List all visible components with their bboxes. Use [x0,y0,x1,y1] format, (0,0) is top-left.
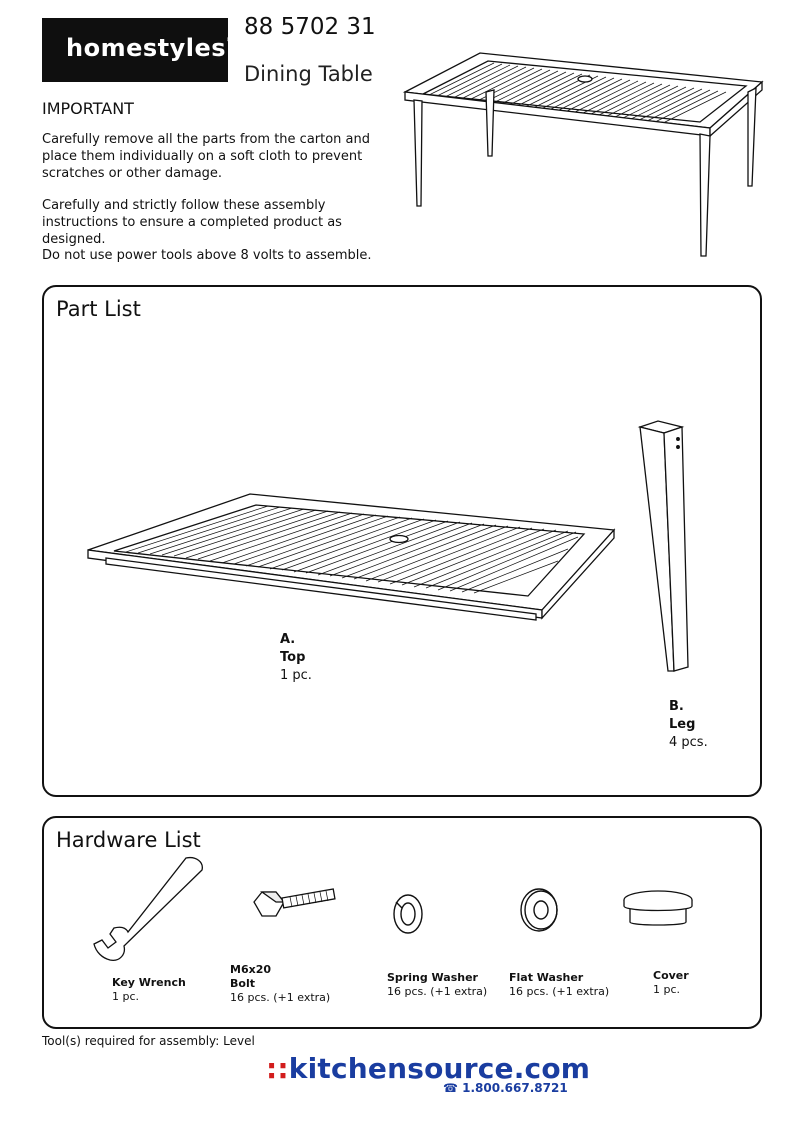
hardware-name: M6x20 [230,963,272,976]
phone-icon: ☎ [443,1081,458,1095]
hardware-bolt-label [230,963,330,1005]
flat-washer-icon [517,886,561,934]
retailer-brand: kitchensource [288,1052,514,1085]
retailer-logo: ::kitchensource.com [266,1052,591,1085]
hardware-name: Spring Washer [387,971,478,984]
product-name: Dining Table [244,62,373,86]
hardware-name: Key Wrench [112,976,186,989]
part-a-name: Top [280,650,306,665]
hardware-list-title: Hardware List [56,828,201,852]
part-list-title: Part List [56,297,141,321]
hardware-flat-washer-label [509,971,609,999]
intro-paragraph: Carefully and strictly follow these assembly instructions to ensure a completed product as designed. [42,198,342,247]
part-b-qty: 4 pcs. [669,735,708,750]
part-list-panel [42,285,762,797]
brand-logo-text: homestyles® [66,34,234,62]
hardware-list-panel [42,816,762,1029]
hardware-name: Flat Washer [509,971,584,984]
key-wrench-icon [86,854,216,964]
intro-paragraph: Carefully remove all the parts from the carton and place them individually on a soft cloth to prevent scratches or other damage. [42,132,371,181]
spring-washer-icon [390,890,426,938]
important-heading: IMPORTANT [42,99,134,118]
hardware-qty: 1 pc. [112,990,140,1003]
phone-number: 1.800.667.8721 [462,1081,568,1095]
hardware-name: Bolt [230,977,255,990]
retailer-domain: .com [513,1052,591,1085]
cover-icon [622,886,694,930]
hardware-spring-washer-label [387,971,487,999]
hardware-cover-label [653,969,689,997]
retailer-phone [443,1081,568,1095]
part-a-qty: 1 pc. [280,668,312,683]
bolt-icon [250,888,340,938]
hardware-qty: 1 pc. [653,983,681,996]
hardware-qty: 16 pcs. (+1 extra) [509,985,610,998]
hardware-key-wrench-label [112,976,186,1004]
part-b-label [669,698,708,752]
hardware-qty: 16 pcs. (+1 extra) [230,991,331,1004]
hardware-qty: 16 pcs. (+1 extra) [387,985,488,998]
part-b-name: Leg [669,717,696,732]
assembled-table-illustration [400,36,770,264]
model-number: 88 5702 31 [244,14,376,40]
hardware-name: Cover [653,969,689,982]
table-top-illustration [84,492,624,622]
part-a-letter: A. [280,632,296,647]
intro-paragraph: Do not use power tools above 8 volts to assemble. [42,248,372,263]
part-b-letter: B. [669,699,684,714]
brand-logo [42,18,234,82]
tools-required-note: Tool(s) required for assembly: Level [42,1034,255,1048]
part-a-label [280,631,312,685]
leg-illustration [634,417,704,677]
